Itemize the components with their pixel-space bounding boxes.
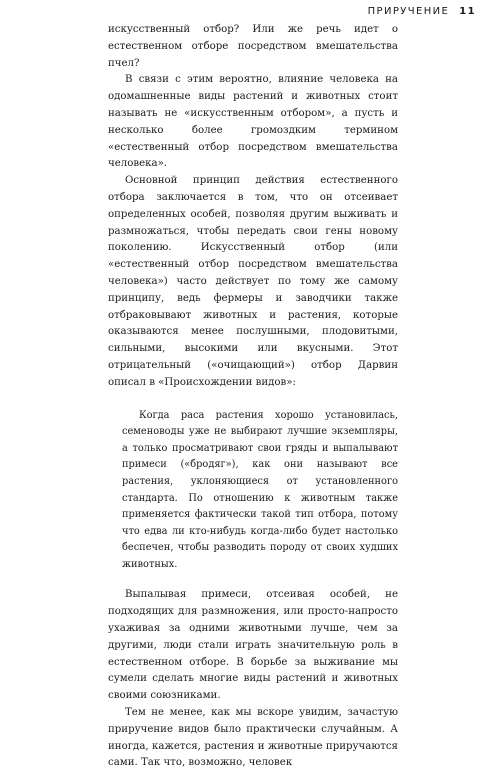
paragraph: Основной принцип действия естественного отбора заключается в том, что он отсеивает определенных особей, позволяя другим выживать и размножаться, чтобы передать свои гены новому поколению. Искусственный отбор (или «естественный отбор посредством вмешательства человека») часто действует по тому же самому принципу, ведь фермеры и заводчики также отбраковывают животных и растения, которые оказываются менее послушными, плодовитыми, сильными, высокими или вкусными. Этот отрицательный («очищающий») отбор Дарвин описал в «Происхождении видов»: (108, 175, 398, 388)
darwin-quote: Когда раса растения хорошо установилась, семеноводы уже не выбирают лучшие экземпляры, а только просматривают свои гряды и выпалывают примеси («бродяг»), как они называют все растения, уклоняющиеся от установленного стандарта. По отношению к животным также применяется фактически такой тип отбора, потому что едва ли кто-нибудь когда-либо будет настолько беспечен, чтобы разводить породу от своих худших животных. (122, 409, 398, 570)
paragraph: Выпалывая примеси, отсеивая особей, не подходящих для размножения, или просто-напросто ухаживая за одними животными лучше, чем за другими, люди стали играть значительную роль в естественном отборе. В борьбе за выживание мы сумели сделать многие виды растений и животных своими союзниками. (108, 589, 398, 702)
running-header (368, 6, 476, 17)
page-number: 11 (459, 6, 476, 17)
paragraph: Тем не менее, как мы вскоре увидим, зачастую приручение видов было практически случайным. А иногда, кажется, растения и животные приручаются сами. Так что, возможно, человек (108, 707, 398, 769)
chapter-title: ПРИРУЧЕНИЕ (367, 6, 450, 17)
paragraph-continued: искусственный отбор? Или же речь идет о естественном отборе посредством вмешательства пчел? (108, 24, 398, 69)
body-text (108, 22, 398, 772)
paragraph: В связи с этим вероятно, влияние человека на одомашненные виды растений и животных стоит называть не «искусственным отбором», а пусть и несколько более громоздким термином «естественный отбор посредством вмешательства человека». (108, 74, 398, 170)
